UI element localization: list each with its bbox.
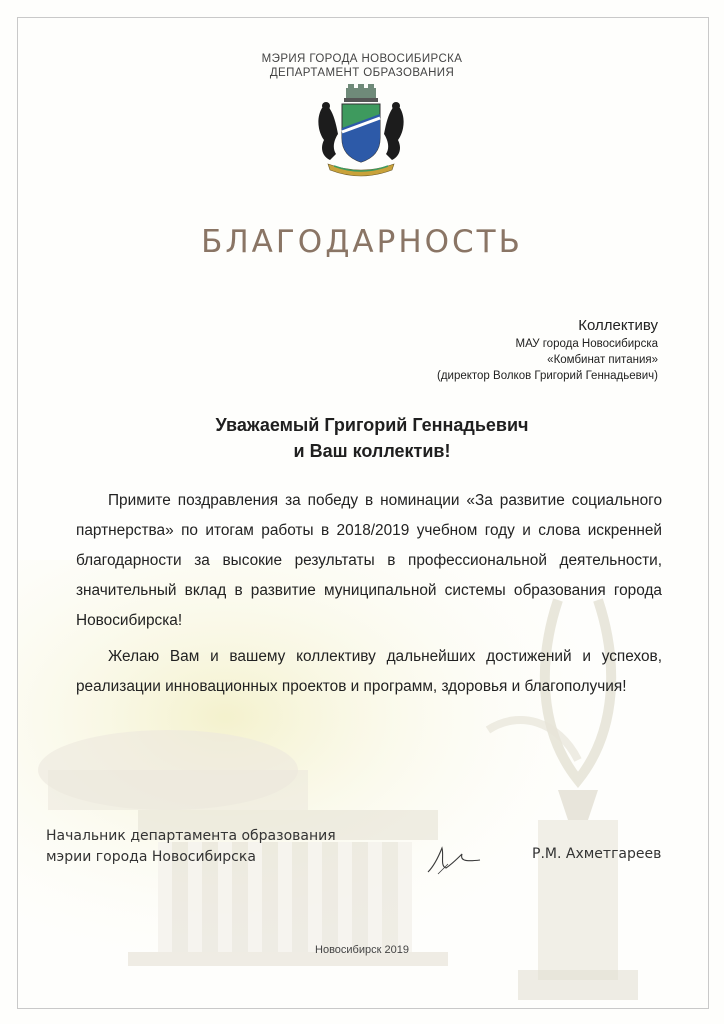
body-paragraph-1: Примите поздравления за победу в номинации «За развитие социального партнерства» по итогам работы в 2018/2019 учебном году и слова искренней благодарности за высокие результаты в профессиональной деятельности, значительный вклад в развитие муниципальной системы образования города Новосибирска! bbox=[76, 492, 662, 629]
addressee-line-4: (директор Волков Григорий Геннадьевич) bbox=[436, 370, 658, 382]
signer-position-line-1: Начальник департамента образования bbox=[46, 828, 336, 844]
letter-body bbox=[76, 486, 662, 708]
salutation bbox=[0, 412, 724, 464]
signer-name: Р.М. Ахметгареев bbox=[532, 846, 662, 862]
place-and-year: Новосибирск 2019 bbox=[315, 944, 409, 956]
signature-icon bbox=[424, 840, 484, 876]
body-paragraph-2: Желаю Вам и вашему коллективу дальнейших достижений и успехов, реализации инновационных проектов и программ, здоровья и благополучия! bbox=[76, 648, 662, 695]
signer-position bbox=[46, 826, 336, 868]
salutation-line-2: и Ваш коллектив! bbox=[293, 441, 451, 461]
addressee-line-3: «Комбинат питания» bbox=[547, 354, 658, 366]
salutation-line-1: Уважаемый Григорий Геннадьевич bbox=[215, 415, 529, 435]
signer-position-line-2: мэрии города Новосибирска bbox=[46, 849, 256, 865]
issuer-line-2: ДЕПАРТАМЕНТ ОБРАЗОВАНИЯ bbox=[269, 67, 455, 79]
issuer-line-1: МЭРИЯ ГОРОДА НОВОСИБИРСКА bbox=[261, 53, 463, 65]
issuer-header bbox=[0, 52, 724, 80]
coat-of-arms-icon bbox=[312, 84, 410, 180]
addressee-line-2: МАУ города Новосибирска bbox=[515, 338, 658, 350]
document-title: БЛАГОДАРНОСТЬ bbox=[201, 224, 523, 260]
addressee-line-1: Коллективу bbox=[578, 317, 658, 334]
addressee-block bbox=[437, 316, 658, 384]
